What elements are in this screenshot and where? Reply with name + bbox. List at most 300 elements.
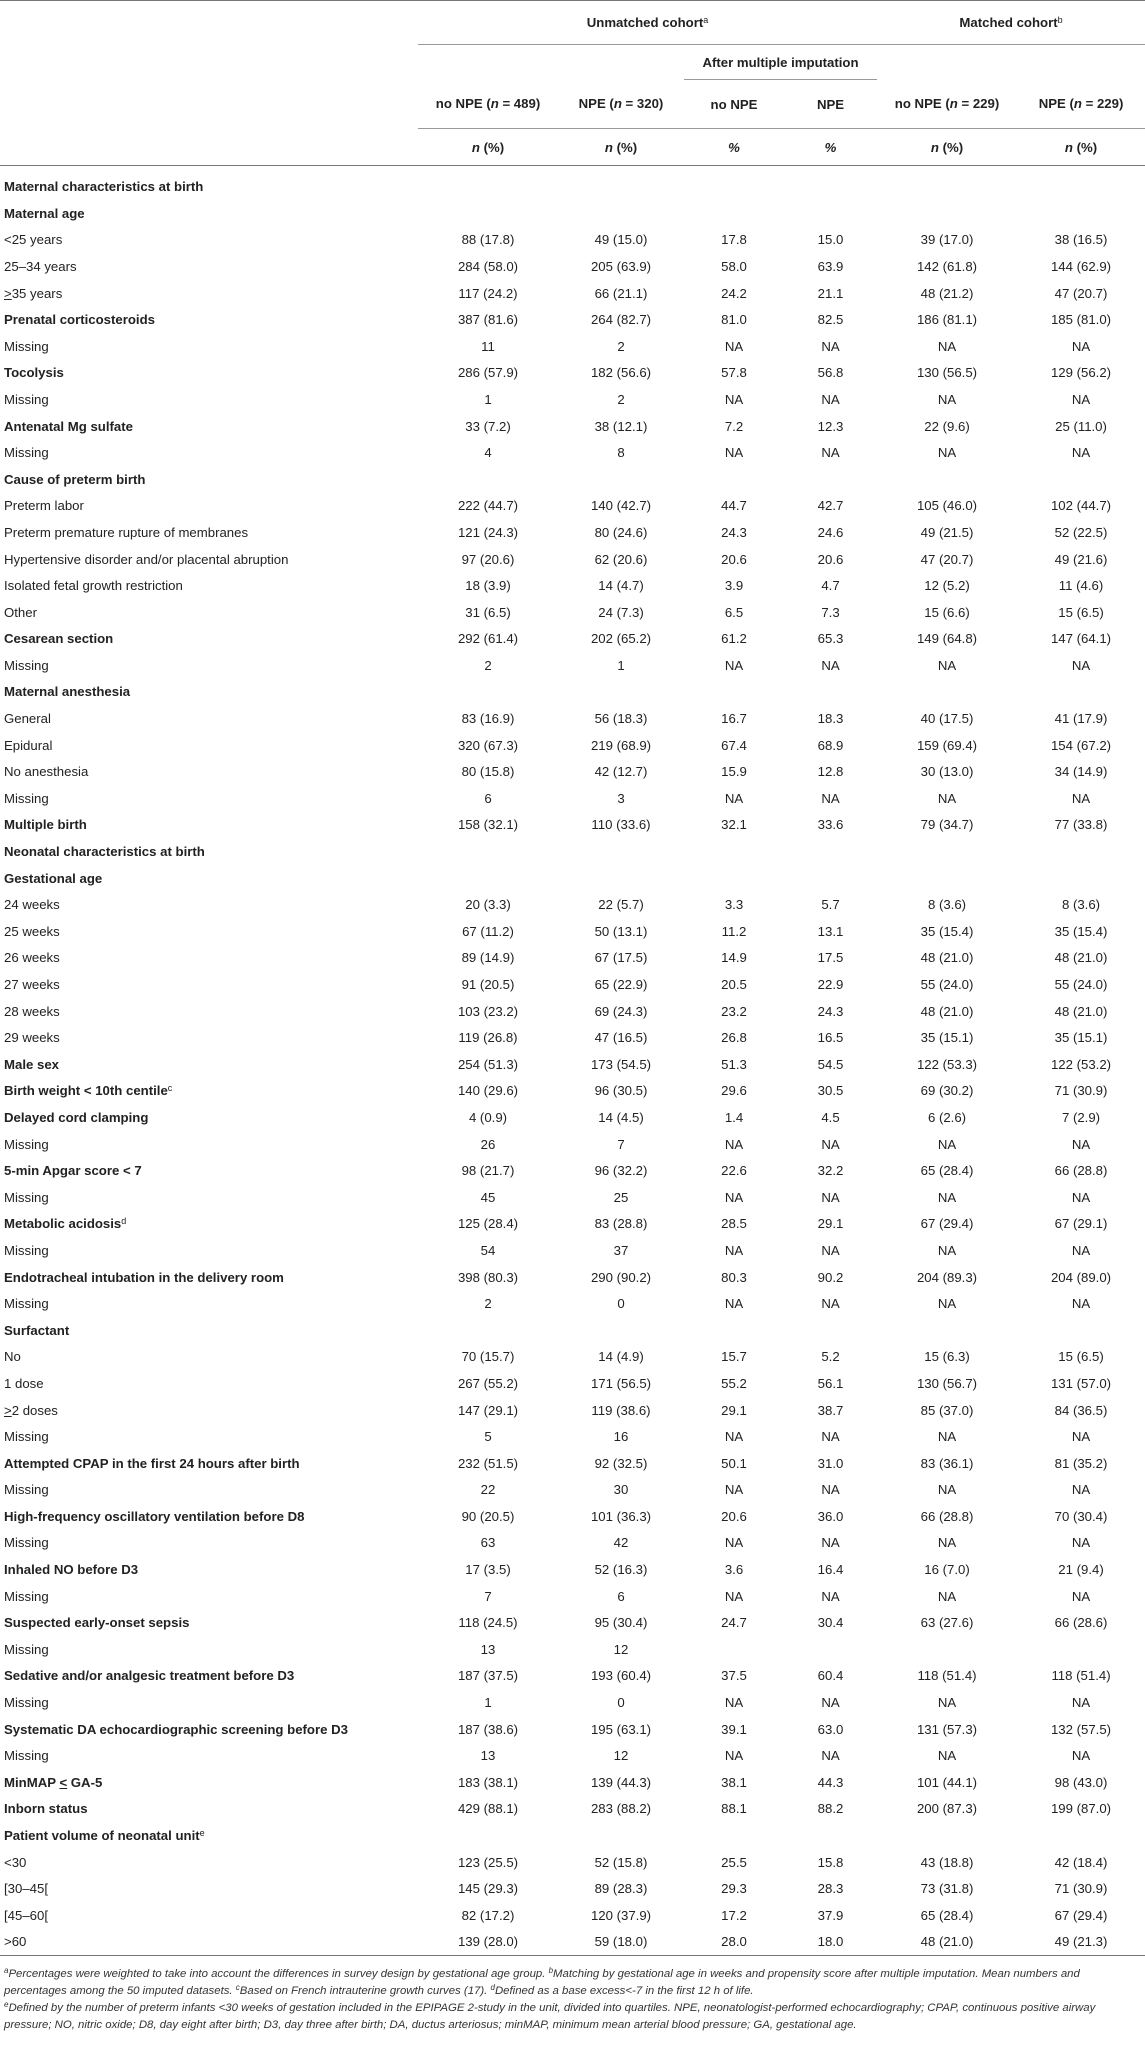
header-row-units	[0, 129, 1145, 166]
footnotes	[0, 1956, 1145, 2034]
table-row	[0, 1849, 1145, 1876]
cell-col-5: NA	[937, 1242, 957, 1258]
table-row	[0, 1290, 1145, 1317]
table-row	[0, 1769, 1145, 1796]
unit-5: n (%)	[930, 139, 964, 155]
cell-col-6	[1017, 838, 1145, 865]
table-row	[0, 1530, 1145, 1557]
cell-col-5: 55 (24.0)	[920, 977, 974, 993]
cell-col-4	[784, 1636, 877, 1663]
cell-col-4: 12.8	[817, 764, 844, 780]
cell-col-3: 3.9	[724, 578, 744, 594]
row-label-text: Cause of preterm birth	[4, 471, 146, 487]
row-label	[0, 1024, 418, 1051]
cell-col-1: 20 (3.3)	[465, 897, 511, 913]
cell-col-1: 284 (58.0)	[457, 258, 519, 274]
table-row	[0, 572, 1145, 599]
cell-col-1	[418, 838, 558, 865]
cell-col-3: NA	[724, 445, 744, 461]
col-header-6: NPE (n = 229)	[1017, 80, 1145, 129]
cell-col-6: 81 (35.2)	[1054, 1455, 1108, 1471]
table-row	[0, 253, 1145, 280]
cell-col-2: 119 (38.6)	[591, 1402, 651, 1418]
row-label	[0, 439, 418, 466]
cell-col-1: 22	[480, 1482, 496, 1498]
cell-col-1: 4 (0.9)	[468, 1109, 508, 1125]
cell-col-6: 25 (11.0)	[1055, 418, 1107, 434]
cell-col-4: 12.3	[817, 418, 844, 434]
row-label-text: Other	[4, 604, 37, 620]
cell-col-3: 3.3	[724, 897, 744, 913]
header-empty	[418, 45, 558, 80]
cell-col-2: 52 (15.8)	[594, 1854, 648, 1870]
cell-col-1: 286 (57.9)	[457, 365, 519, 381]
cell-col-3: 24.2	[721, 285, 747, 301]
cell-col-3: 55.2	[721, 1375, 747, 1391]
cell-col-4: 16.4	[817, 1562, 844, 1578]
cell-col-2: 42 (12.7)	[594, 764, 648, 780]
cell-col-3: NA	[724, 657, 744, 673]
cell-col-6	[1017, 865, 1145, 892]
header-empty	[0, 1, 418, 45]
col-header-5: no NPE (n = 229)	[877, 80, 1017, 129]
row-label	[0, 945, 418, 972]
cell-col-6: 199 (87.0)	[1050, 1801, 1112, 1817]
cell-col-4: 24.6	[817, 524, 844, 540]
cell-col-5	[877, 1317, 1017, 1344]
cell-col-1: 121 (24.3)	[457, 524, 519, 540]
table-row	[0, 466, 1145, 493]
cell-col-5: NA	[937, 1189, 957, 1205]
table-row	[0, 360, 1145, 387]
table-row	[0, 386, 1145, 413]
cell-col-4: 56.1	[817, 1375, 844, 1391]
table-row	[0, 1344, 1145, 1371]
table-row	[0, 1051, 1145, 1078]
row-label-text: Missing	[4, 657, 49, 673]
cell-col-3: 17.2	[721, 1907, 747, 1923]
cell-col-3	[684, 466, 784, 493]
cell-col-3	[684, 1317, 784, 1344]
cell-col-4: 15.8	[817, 1854, 844, 1870]
cell-col-3: 20.6	[721, 551, 747, 567]
cell-col-4: 63.0	[817, 1721, 844, 1737]
cell-col-2: 49 (15.0)	[594, 232, 648, 248]
col-header-1: no NPE (n = 489)	[418, 80, 558, 129]
cell-col-6: 15 (6.5)	[1058, 604, 1104, 620]
cell-col-3: 26.8	[721, 1030, 747, 1046]
cell-col-1: 2	[484, 657, 492, 673]
cell-col-3: 81.0	[721, 312, 747, 328]
table-row	[0, 1929, 1145, 1956]
row-label	[0, 732, 418, 759]
row-label-text: <30	[4, 1854, 27, 1870]
row-label-text: Neonatal characteristics at birth	[4, 844, 205, 860]
cell-col-5: 15 (6.3)	[924, 1349, 970, 1365]
row-label	[0, 1051, 418, 1078]
cell-col-5: 131 (57.3)	[916, 1721, 978, 1737]
table-row	[0, 1689, 1145, 1716]
cell-col-1	[418, 679, 558, 706]
cell-col-6: NA	[1071, 1189, 1091, 1205]
cell-col-2: 80 (24.6)	[594, 524, 648, 540]
cell-col-6: 49 (21.3)	[1017, 1929, 1145, 1956]
row-label-text: 24 weeks	[4, 897, 60, 913]
table-row	[0, 865, 1145, 892]
cell-col-2: 67 (17.5)	[594, 950, 648, 966]
cell-col-4: 28.3	[817, 1881, 844, 1897]
cell-col-1: 2	[484, 1296, 492, 1312]
cell-col-5: NA	[937, 1695, 957, 1711]
table-row	[0, 1503, 1145, 1530]
cell-col-1	[418, 865, 558, 892]
cell-col-4: 16.5	[817, 1030, 844, 1046]
row-label	[0, 758, 418, 785]
unit-6: n (%)	[1064, 139, 1098, 155]
cell-col-3: 20.6	[721, 1508, 747, 1524]
cell-col-4: 5.7	[821, 897, 840, 913]
cell-col-3: 22.6	[721, 1163, 747, 1179]
cell-col-3: 29.6	[721, 1083, 747, 1099]
cell-col-1: 139 (28.0)	[418, 1929, 558, 1956]
cell-col-3: NA	[724, 1748, 744, 1764]
row-label-text: [45–60[	[4, 1907, 48, 1923]
cell-col-3: 50.1	[721, 1455, 747, 1471]
cell-col-2: 2	[617, 391, 625, 407]
cell-col-4: 31.0	[817, 1455, 844, 1471]
table-row	[0, 918, 1145, 945]
row-label-text: Tocolysis	[4, 365, 64, 381]
row-label-text: MinMAP < GA-5	[4, 1774, 103, 1790]
row-label-text: Epidural	[4, 737, 53, 753]
cell-col-2	[558, 865, 684, 892]
cell-col-1: 140 (29.6)	[457, 1083, 519, 1099]
row-label-text: 5-min Apgar score < 7	[4, 1163, 142, 1179]
cell-col-6: NA	[1071, 1296, 1091, 1312]
cell-col-5: 6 (2.6)	[927, 1109, 967, 1125]
cell-col-3: 39.1	[721, 1721, 747, 1737]
header-row-1	[0, 1, 1145, 45]
cell-col-6: NA	[1071, 1136, 1091, 1152]
row-label	[0, 1290, 418, 1317]
row-label	[0, 1317, 418, 1344]
cell-col-4	[784, 200, 877, 227]
cell-col-1: 118 (24.5)	[458, 1615, 518, 1631]
row-label	[0, 1503, 418, 1530]
cell-col-5: 200 (87.3)	[916, 1801, 978, 1817]
cell-col-3: 17.8	[721, 232, 747, 248]
cell-col-3: NA	[724, 1242, 744, 1258]
row-label	[0, 918, 418, 945]
cell-col-6: 147 (64.1)	[1050, 631, 1112, 647]
cell-col-2	[558, 466, 684, 493]
cell-col-5: 47 (20.7)	[920, 551, 974, 567]
cell-col-6: 7 (2.9)	[1061, 1109, 1101, 1125]
row-label-text: Maternal anesthesia	[4, 684, 131, 700]
row-label-text: 27 weeks	[4, 977, 60, 993]
row-label	[0, 1344, 418, 1371]
cell-col-1: 91 (20.5)	[461, 977, 515, 993]
cell-col-5: 142 (61.8)	[916, 258, 978, 274]
col-header-2: NPE (n = 320)	[558, 80, 684, 129]
row-label-text: Gestational age	[4, 870, 103, 886]
cell-col-2: 95 (30.4)	[594, 1615, 648, 1631]
row-label	[0, 280, 418, 307]
table-row	[0, 945, 1145, 972]
cell-col-6	[1017, 166, 1145, 201]
row-label-text: No	[4, 1349, 21, 1365]
cell-col-2: 6	[617, 1588, 625, 1604]
cell-col-2: 193 (60.4)	[590, 1668, 652, 1684]
cell-col-4: 4.7	[821, 578, 840, 594]
row-label-text: Cesarean section	[4, 631, 114, 647]
cell-col-4: NA	[821, 338, 840, 354]
cell-col-2: 120 (37.9)	[590, 1907, 652, 1923]
cell-col-6: 52 (22.5)	[1054, 524, 1108, 540]
cell-col-2: 83 (28.8)	[594, 1216, 648, 1232]
cell-col-6: 185 (81.0)	[1050, 312, 1112, 328]
header-row-2	[0, 45, 1145, 80]
row-label-text: >60	[4, 1934, 27, 1950]
cell-col-1: 183 (38.1)	[457, 1774, 519, 1790]
cell-col-2: 14 (4.7)	[598, 578, 644, 594]
row-label	[0, 838, 418, 865]
unit-3: %	[728, 139, 740, 155]
cell-col-5: NA	[937, 790, 957, 806]
unit-1: n (%)	[471, 139, 505, 155]
cell-col-1: 7	[484, 1588, 492, 1604]
table-row	[0, 1477, 1145, 1504]
cell-col-5	[877, 200, 1017, 227]
cell-col-5: NA	[937, 445, 957, 461]
cell-col-6: 84 (36.5)	[1054, 1402, 1108, 1418]
cell-col-2: 0	[617, 1296, 625, 1312]
cell-col-1: 82 (17.2)	[461, 1907, 515, 1923]
footnote-marker: c	[167, 1083, 173, 1094]
col-header-3: no NPE	[684, 80, 784, 129]
cell-col-6: 42 (18.4)	[1054, 1854, 1108, 1870]
cell-col-6: 21 (9.4)	[1058, 1562, 1104, 1578]
cell-col-1	[418, 200, 558, 227]
cell-col-4: 13.1	[817, 923, 844, 939]
cell-col-6: 15 (6.5)	[1058, 1349, 1104, 1365]
table-row	[0, 1875, 1145, 1902]
cell-col-5: 16 (7.0)	[924, 1562, 970, 1578]
table-row	[0, 1264, 1145, 1291]
table-row	[0, 1131, 1145, 1158]
cell-col-5: 67 (29.4)	[920, 1216, 974, 1232]
header-empty	[1017, 45, 1145, 80]
row-label-text: Missing	[4, 1296, 49, 1312]
cell-col-1: 187 (37.5)	[457, 1668, 519, 1684]
row-label	[0, 971, 418, 998]
cell-col-6: NA	[1071, 1588, 1091, 1604]
table-body	[0, 166, 1145, 1956]
cell-col-5: 69 (30.2)	[920, 1083, 974, 1099]
cell-col-5: NA	[937, 1748, 957, 1764]
cell-col-1: 80 (15.8)	[461, 764, 515, 780]
cell-col-5: 39 (17.0)	[920, 232, 974, 248]
row-label-text: No anesthesia	[4, 764, 89, 780]
cell-col-6: NA	[1071, 338, 1091, 354]
row-label	[0, 1530, 418, 1557]
cell-col-4: 30.4	[817, 1615, 844, 1631]
header-empty	[0, 45, 418, 80]
cell-col-4: NA	[821, 657, 840, 673]
table-row	[0, 732, 1145, 759]
cell-col-3: 14.9	[721, 950, 747, 966]
cell-col-4: 38.7	[817, 1402, 844, 1418]
cell-col-5: 149 (64.8)	[916, 631, 978, 647]
row-label	[0, 1556, 418, 1583]
cell-col-4: 37.9	[817, 1907, 844, 1923]
cell-col-1: 158 (32.1)	[457, 817, 519, 833]
row-label	[0, 166, 418, 201]
cell-col-2: 25	[613, 1189, 629, 1205]
cell-col-3: 7.2	[724, 418, 744, 434]
cell-col-3: 38.1	[721, 1774, 747, 1790]
cell-col-3	[684, 838, 784, 865]
cell-col-3	[684, 679, 784, 706]
cell-col-3: NA	[724, 790, 744, 806]
cell-col-4: 33.6	[817, 817, 844, 833]
row-label-text: 1 dose	[4, 1375, 44, 1391]
cell-col-2: 12	[613, 1748, 629, 1764]
cell-col-4: 88.2	[817, 1801, 844, 1817]
footnote-marker: d	[121, 1216, 127, 1227]
cell-col-4: NA	[821, 1535, 840, 1551]
cell-col-6: 71 (30.9)	[1054, 1881, 1108, 1897]
cell-col-5: 40 (17.5)	[920, 711, 974, 727]
cell-col-2: 264 (82.7)	[590, 312, 652, 328]
cell-col-3: 24.3	[721, 524, 747, 540]
cell-col-1: 117 (24.2)	[458, 285, 518, 301]
row-label	[0, 493, 418, 520]
cell-col-1: 1	[484, 1695, 492, 1711]
cell-col-6: 35 (15.1)	[1054, 1030, 1108, 1046]
cell-col-1: 222 (44.7)	[457, 498, 519, 514]
table-row	[0, 413, 1145, 440]
table-row	[0, 1237, 1145, 1264]
cell-col-6: NA	[1071, 445, 1091, 461]
row-label-text: Missing	[4, 338, 49, 354]
row-label	[0, 1689, 418, 1716]
cell-col-2: 283 (88.2)	[590, 1801, 652, 1817]
cell-col-2: 22 (5.7)	[598, 897, 644, 913]
cell-col-4: 24.3	[817, 1003, 844, 1019]
cell-col-1: 232 (51.5)	[457, 1455, 519, 1471]
cell-col-6: 129 (56.2)	[1050, 365, 1112, 381]
cell-col-3: 16.7	[721, 711, 747, 727]
cell-col-4: 90.2	[817, 1269, 844, 1285]
row-label-text: Missing	[4, 790, 49, 806]
cell-col-3: 15.7	[721, 1349, 747, 1365]
cell-col-2	[558, 200, 684, 227]
row-label	[0, 413, 418, 440]
unmatched-cohort-header	[418, 1, 877, 45]
row-label-text: Multiple birth	[4, 817, 87, 833]
table-row	[0, 1024, 1145, 1051]
cell-col-6: 49 (21.6)	[1054, 551, 1108, 567]
cell-col-4	[784, 466, 877, 493]
cell-col-5: 30 (13.0)	[920, 764, 974, 780]
footnote-2: $^e$Defined by the number of preterm infants <30 weeks of gestation included in the EPIPAGE 2-study in the unit, divided into quartiles. NPE, neonatologist-performed echocardiography; CPAP, continuous positive airway pressure; NO, nitric oxide; D8, day eight after birth; D3, day three after birth; DA, ductus arteriosus; minMAP, minimum mean arterial blood pressure; GA, gestational age.	[4, 2000, 1096, 2032]
table-row	[0, 1556, 1145, 1583]
row-label	[0, 546, 418, 573]
cell-col-1: 70 (15.7)	[461, 1349, 515, 1365]
cell-col-3: NA	[724, 338, 744, 354]
cell-col-4	[784, 679, 877, 706]
row-label-text: Antenatal Mg sulfate	[4, 418, 133, 434]
cell-col-2: 7	[617, 1136, 625, 1152]
table-row	[0, 1822, 1145, 1849]
cell-col-1: 320 (67.3)	[457, 737, 519, 753]
cell-col-4: 32.2	[817, 1163, 844, 1179]
row-label-text: Maternal characteristics at birth	[4, 178, 204, 194]
cell-col-3: 28.0	[684, 1929, 784, 1956]
cell-col-4: 44.3	[817, 1774, 844, 1790]
cell-col-6: 132 (57.5)	[1050, 1721, 1112, 1737]
cell-col-1: 6	[484, 790, 492, 806]
row-label	[0, 1769, 418, 1796]
cell-col-1: 31 (6.5)	[465, 604, 511, 620]
row-label	[0, 1902, 418, 1929]
cell-col-3: 20.5	[721, 977, 747, 993]
cell-col-3: 44.7	[721, 498, 747, 514]
row-label	[0, 785, 418, 812]
cell-col-3	[684, 865, 784, 892]
cell-col-6: NA	[1071, 1429, 1091, 1445]
cell-col-6	[1017, 679, 1145, 706]
cell-col-3: 29.1	[721, 1402, 747, 1418]
cell-col-1: 18 (3.9)	[465, 578, 511, 594]
cell-col-6: 144 (62.9)	[1050, 258, 1112, 274]
cell-col-2: 202 (65.2)	[590, 631, 652, 647]
row-label	[0, 1397, 418, 1424]
row-label	[0, 1742, 418, 1769]
cell-col-2: 101 (36.3)	[590, 1508, 652, 1524]
table-row	[0, 1397, 1145, 1424]
row-label-text: Missing	[4, 1136, 49, 1152]
row-label-text: Missing	[4, 445, 49, 461]
cell-col-1: 17 (3.5)	[465, 1562, 511, 1578]
cell-col-6: 118 (51.4)	[1051, 1668, 1111, 1684]
cell-col-6: NA	[1071, 1482, 1091, 1498]
cell-col-4: 29.1	[817, 1216, 844, 1232]
cell-col-6: 66 (28.8)	[1054, 1163, 1108, 1179]
row-label	[0, 1078, 418, 1105]
cell-col-5: NA	[937, 1429, 957, 1445]
row-label	[0, 1663, 418, 1690]
cell-col-5: 12 (5.2)	[924, 578, 970, 594]
cell-col-5	[877, 679, 1017, 706]
table-row	[0, 493, 1145, 520]
row-label-text: Metabolic acidosis	[4, 1216, 122, 1232]
cell-col-1: 1	[484, 391, 492, 407]
table-row	[0, 1450, 1145, 1477]
cell-col-6: 48 (21.0)	[1054, 950, 1108, 966]
table-row	[0, 546, 1145, 573]
cell-col-1: 89 (14.9)	[461, 950, 515, 966]
cell-col-6: 66 (28.6)	[1054, 1615, 1108, 1631]
unit-4: %	[824, 139, 837, 155]
cell-col-1: 119 (26.8)	[458, 1030, 518, 1046]
cell-col-2: 69 (24.3)	[594, 1003, 648, 1019]
cell-col-2: 56 (18.3)	[594, 711, 648, 727]
row-label-text: Patient volume of neonatal unit	[4, 1828, 200, 1844]
cell-col-5	[877, 838, 1017, 865]
cell-col-1: 387 (81.6)	[457, 312, 519, 328]
